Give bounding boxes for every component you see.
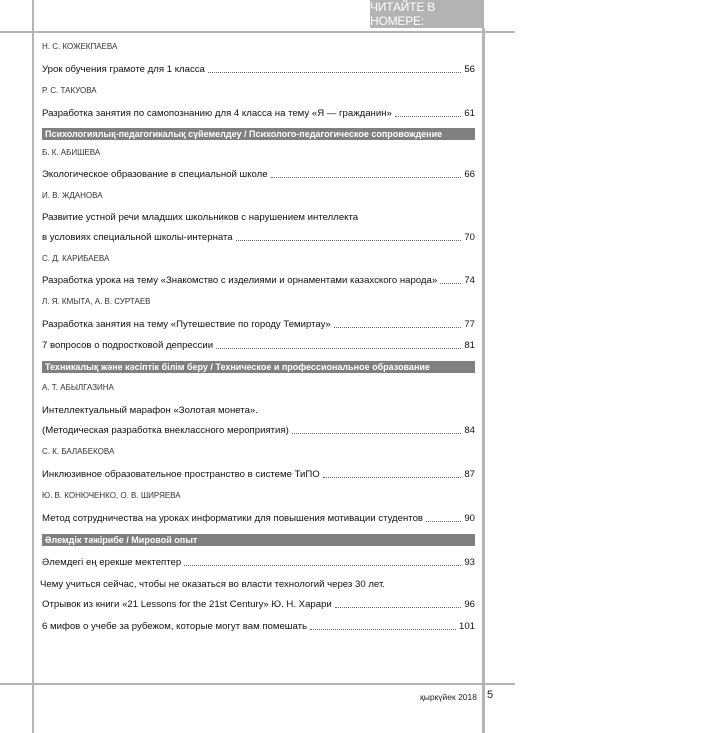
entry-title-line1[interactable]: Развитие устной речи младших школьников с нарушением интеллекта: [42, 212, 359, 223]
entry-author: Р. С. ТАКУОВА: [42, 86, 97, 95]
dot-leader: [236, 239, 462, 241]
entry-page: 81: [464, 340, 475, 351]
entry-page: 93: [464, 557, 475, 568]
section-header: Техникалық және кәсіптік білім беру / Техническое и профессиональное образование: [42, 361, 475, 373]
dot-leader: [335, 606, 462, 608]
header-tab: [370, 0, 484, 28]
entry-author: Б. К. АБИШЕВА: [42, 148, 101, 157]
entry-author: С. К. БАЛАБЕКОВА: [42, 447, 115, 456]
bottom-rule: [0, 683, 515, 685]
top-rule: [0, 31, 515, 33]
issue-date: қыркүйек 2018: [420, 692, 477, 702]
entry-page: 66: [464, 169, 475, 180]
entry-title[interactable]: Урок обучения грамоте для 1 класса: [42, 64, 205, 75]
entry-author: А. Т. АБЫЛГАЗИНА: [42, 383, 114, 392]
left-margin-line: [32, 0, 34, 733]
toc-entry[interactable]: [42, 295, 475, 331]
entry-page: 101: [458, 621, 475, 632]
entry-title[interactable]: Метод сотрудничества на уроках информатики для повышения мотивации студентов: [42, 513, 424, 524]
dot-leader: [184, 564, 461, 566]
dot-leader: [334, 326, 461, 328]
entry-author: Ю. В. КОНЮЧЕНКО, О. В. ШИРЯЕВА: [42, 491, 181, 500]
dot-leader: [323, 476, 462, 478]
entry-title[interactable]: 6 мифов о учебе за рубежом, которые могут вам помешать: [42, 621, 308, 632]
entry-author: Л. Я. КМЫТА, А. В. СУРТАЕВ: [42, 297, 151, 306]
toc-entry[interactable]: [42, 40, 475, 76]
header-label: ЧИТАЙТЕ В НОМЕРЕ:: [370, 0, 436, 28]
entry-title[interactable]: Разработка занятия на тему «Путешествие по городу Темиртау»: [42, 319, 331, 330]
toc-entry[interactable]: [42, 445, 475, 481]
page-number: 5: [487, 689, 494, 701]
toc-entry[interactable]: [42, 578, 475, 611]
entry-page: 56: [464, 64, 475, 75]
entry-title-line1[interactable]: Интеллектуальный марафон «Золотая монета».: [42, 405, 258, 416]
toc-entry[interactable]: [42, 556, 475, 569]
entry-page: 96: [464, 599, 475, 610]
entry-author: Н. С. КОЖЕКПАЕВА: [42, 42, 118, 51]
entry-page: 61: [464, 108, 475, 119]
right-margin-line: [482, 28, 485, 733]
entry-title-line1[interactable]: Чему учиться сейчас, чтобы не оказаться во власти технологий через 30 лет.: [40, 579, 385, 590]
entry-title[interactable]: Инклюзивное образовательное пространство в системе ТиПО: [42, 469, 320, 480]
entry-page: 84: [464, 425, 475, 436]
dot-leader: [395, 115, 461, 117]
entry-author: С. Д. КАРИБАЕВА: [42, 254, 110, 263]
toc-entry[interactable]: [42, 84, 475, 120]
toc-entry[interactable]: [42, 252, 475, 287]
dot-leader: [271, 176, 462, 178]
entry-page: 74: [464, 275, 475, 286]
entry-author: И. В. ЖДАНОВА: [42, 191, 103, 200]
dot-leader: [426, 520, 461, 522]
toc-entry[interactable]: [42, 339, 475, 352]
entry-title[interactable]: 7 вопросов о подростковой депрессии: [42, 340, 214, 351]
entry-title[interactable]: в условиях специальной школы-интерната: [42, 232, 233, 243]
toc-entry[interactable]: [42, 620, 475, 633]
entry-title[interactable]: Экологическое образование в специальной школе: [42, 169, 268, 180]
entry-title[interactable]: (Методическая разработка внеклассного мероприятия): [42, 425, 289, 436]
entry-title[interactable]: Разработка урока на тему «Знакомство с изделиями и орнаментами казахского народа»: [42, 275, 438, 286]
toc-entry[interactable]: [42, 146, 475, 181]
toc-entry[interactable]: [42, 381, 475, 437]
entry-title[interactable]: Отрывок из книги «21 Lessons for the 21st Century» Ю. Н. Харари: [42, 599, 332, 610]
dot-leader: [440, 282, 461, 284]
dot-leader: [292, 432, 462, 434]
dot-leader: [216, 347, 461, 349]
section-header: Психологиялық-педагогикалық сүйемелдеу / Психолого-педагогическое сопровождение: [42, 128, 475, 140]
toc-entry[interactable]: [42, 189, 475, 244]
dot-leader: [208, 71, 461, 73]
toc-entry[interactable]: [42, 489, 475, 525]
entry-page: 77: [464, 319, 475, 330]
table-of-contents: [42, 40, 475, 633]
entry-page: 70: [464, 232, 475, 243]
entry-title[interactable]: Разработка занятия по самопознанию для 4 класса на тему «Я — гражданин»: [42, 108, 392, 119]
section-header: Әлемдік тәжірибе / Мировой опыт: [42, 534, 475, 546]
entry-title[interactable]: Әлемдегі ең ерекше мектептер: [42, 557, 182, 568]
entry-page: 87: [464, 469, 475, 480]
entry-page: 90: [464, 513, 475, 524]
dot-leader: [310, 628, 456, 630]
